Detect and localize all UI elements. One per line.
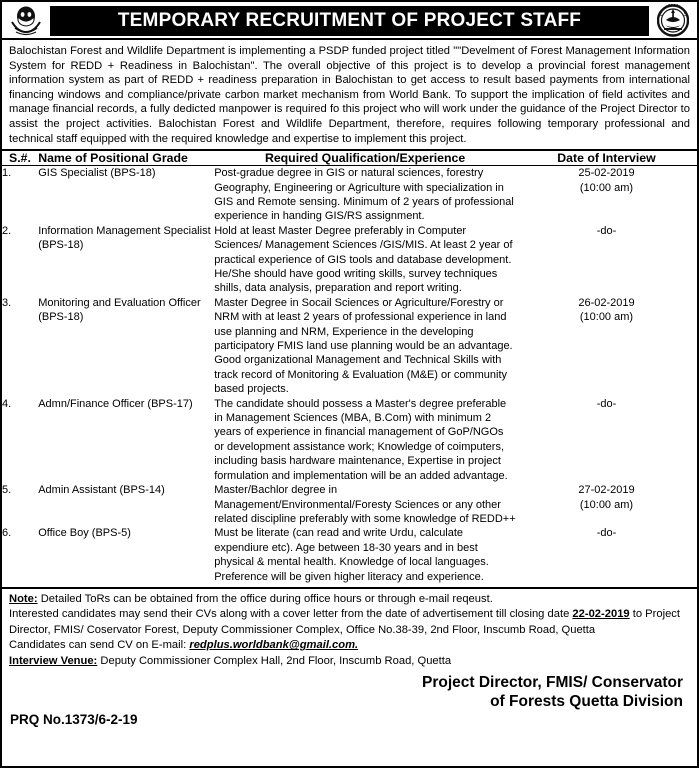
row-serial-number: 5. [2,484,12,497]
application-instructions [9,607,690,638]
email-line [9,638,690,653]
balochistan-government-emblem-icon [8,4,44,38]
row-interview-date [516,166,697,224]
email-address-link[interactable]: redplus.worldbank@gmail.com. [189,639,359,652]
row-interview-date [516,296,697,397]
interview-date-value: -do- [596,527,617,540]
interview-date-value: -do- [596,397,617,410]
jobs-table [2,151,697,587]
header-banner [2,2,697,40]
table-row [2,526,697,587]
interview-date-value: 25-02-2019 [578,167,635,180]
row-position-title: Admn/Finance Officer (BPS-17) [38,397,193,410]
forest-wildlife-department-seal-icon [655,4,691,38]
signature-block [2,671,697,731]
row-serial-number: 6. [2,527,12,540]
signatory-line-2: of Forests Quetta Division [490,692,683,710]
intro-paragraph: Balochistan Forest and Wildlife Department is implementing a PSDP funded project titled ""Develment of Forest Management Information System for REDD + Readiness in Balochistan". The overall objective of this project is to develop a provincial forest management information system as part of REDD + readiness preparation in Balochistan to get access to result based payments from international financing windows and compliance/private carbon market mechanism from World Bank. To support the implication of field activites and manage financial records, a fully dedicted manpower is required fo this project who will work under the guidance of the Project Director to assist the project activities. Balochistan Forest and Wildlife Department, therefore, requires following temporary professional and technical staff equipped with the required knowledge and expertise to implement this project. [2,40,697,151]
venue-text: Deputy Commissioner Complex Hall, 2nd Floor, Inscumb Road, Quetta [97,654,452,667]
column-header-date: Date of Interview [516,151,697,166]
table-header-row [2,151,697,166]
row-position-title: Office Boy (BPS-5) [38,527,131,540]
venue-line [9,654,690,669]
row-qualification: The candidate should possess a Master's degree preferable in Management Sciences (MBA, B.Com) with minimum 2 years of experience in financial management of GoP/NGOs or development assistance work; Knowledge of coimputers, including basis hardware maintenance, Expertise in project formulation and implementation will be an added advantage. [214,397,508,482]
column-header-qualification: Required Qualification/Experience [214,151,516,166]
note-label: Note: [9,592,38,605]
row-interview-date [516,224,697,296]
row-position-title: Monitoring and Evaluation Officer (BPS-18) [38,296,201,324]
row-serial-number: 2. [2,224,12,237]
row-serial-number: 1. [2,167,12,180]
interview-date-value: 26-02-2019 [578,296,635,309]
instructions-after-date: to Project Director, FMIS/ Coservator Forest, Deputy Commissioner Complex, Office No.38-39, 2nd Floor, Inscumb Road, Quetta [9,608,681,636]
note-section [2,589,697,671]
row-qualification: Hold at least Master Degree preferably in Computer Sciences/ Management Sciences /GIS/MIS. At least 2 year of practical experience of GIS tools and database development. He/She should have good writing skills, survey techniques shills, data analysis, preparation and report writing. [214,224,513,295]
signatory-line-1: Project Director, FMIS/ Conservator [422,673,683,691]
table-row [2,397,697,483]
row-qualification: Post-gradue degree in GIS or natural sciences, forestry Geography, Engineering or Agriculture with specialization in GIS and Remote sensing. Minimum of 2 years of professional experience in handing GIS/RS assignment. [214,167,514,223]
row-interview-date [516,397,697,483]
interview-date-value: 27-02-2019 [578,484,635,497]
table-row [2,483,697,526]
interview-time-value: (10:00 am) [579,181,634,194]
row-position-title: Information Management Specialist (BPS-18) [38,224,211,252]
column-header-position: Name of Positional Grade [38,151,214,166]
interview-time-value: (10:00 am) [579,498,634,511]
interview-time-value: (10:00 am) [579,311,634,324]
row-interview-date [516,526,697,587]
closing-date: 22-02-2019 [572,608,630,621]
row-serial-number: 3. [2,296,12,309]
row-position-title: GIS Specialist (BPS-18) [38,167,156,180]
venue-label: Interview Venue: [9,654,98,667]
interview-date-value: -do- [596,224,617,237]
email-line-prefix: Candidates can send CV on E-mail: [9,639,190,652]
note-line [9,592,690,607]
note-text: Detailed ToRs can be obtained from the office during office hours or through e-mail reqeust. [37,592,493,605]
prq-number: PRQ No.1373/6-2-19 [10,711,138,727]
row-qualification: Master Degree in Socail Sciences or Agriculture/Forestry or NRM with at least 2 years of professional experience in land use planning and NRM, Experience in the developing participatory FMIS land use planning would be an advantage. Good organizational Management and Technical Skills with track record of Monitoring & Evaluation (M&E) or community based projects. [214,296,513,396]
table-row [2,166,697,224]
jobs-table-body [2,166,697,587]
column-header-sn: S.#. [2,151,38,166]
row-qualification: Master/Bachlor degree in Management/Environmental/Foresty Sciences or any other related discipline preferably with some knowledge of REDD++ [214,484,516,525]
row-interview-date [516,483,697,526]
jobs-table-wrapper [2,151,697,589]
row-qualification: Must be literate (can read and write Urdu, calculate expendiure etc). Age between 18-30 years and in best physical & mental health. Knowledge of local languages. Preference will be given higher literacy and experience. [214,527,489,583]
page-title: TEMPORARY RECRUITMENT OF PROJECT STAFF [50,6,649,36]
instructions-before-date: Interested candidates may send their CVs along with a cover letter from the date of advertisement till closing date [9,608,573,621]
row-position-title: Admin Assistant (BPS-14) [38,484,165,497]
table-row [2,296,697,397]
table-row [2,224,697,296]
row-serial-number: 4. [2,397,12,410]
